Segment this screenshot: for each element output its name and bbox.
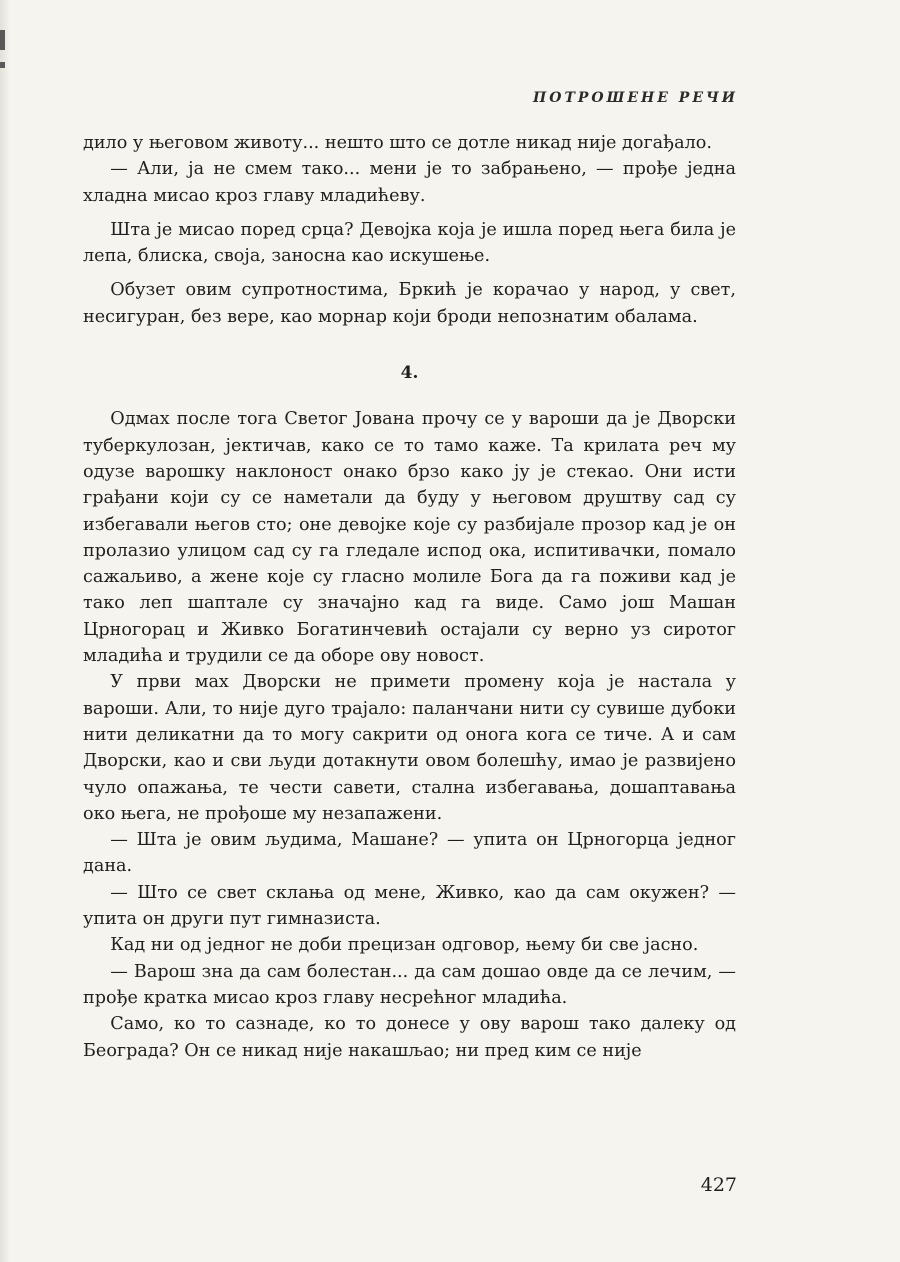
paragraph: Обузет овим супротностима, Бркић је корачао у народ, у свет, несигуран, без вере, као морнар који броди непознатим обалама. xyxy=(83,280,736,327)
scan-edge-mark xyxy=(0,62,5,68)
body-text xyxy=(83,130,736,1064)
paragraph: дило у његовом животу... нешто што се дотле никад није догађало. xyxy=(83,133,712,153)
section-number: 4. xyxy=(400,363,419,384)
page-number: 427 xyxy=(700,1174,737,1196)
running-head: ПОТРОШЕНЕ РЕЧИ xyxy=(533,90,738,106)
paragraph: — Шта је овим људима, Машане? — упита он Црногорца једног дана. xyxy=(83,830,736,877)
paragraph: У први мах Дворски не примети промену која је настала у вароши. Али, то није дуго трајало: паланчани нити су сувише дубоки нити деликатни да то могу сакрити од онога кога се тиче. А и сам Дворски, као и сви људи дотакнути овом болешћу, имао је развијено чуло опажања, те чести савети, стална избегавања, дошаптавања око њега, не прођоше му незапажени. xyxy=(83,672,736,824)
paragraph: Кад ни од једног не доби прецизан одговор, њему би све јасно. xyxy=(110,935,699,956)
page-left-edge xyxy=(0,0,10,1262)
paragraph: — Варош зна да сам болестан... да сам дошао овде да се лечим, — прође кратка мисао кроз главу несрећног младића. xyxy=(83,961,736,1008)
paragraph: — Али, ја не смем тако... мени је то забрањено, — прође једна хладна мисао кроз главу младићеву. xyxy=(83,159,736,206)
scan-edge-mark xyxy=(0,30,5,50)
paragraph: Шта је мисао поред срца? Девојка која је ишла поред њега била је лепа, блиска, своја, заносна као искушење. xyxy=(83,219,736,267)
paragraph: — Што се свет склања од мене, Живко, као да сам окужен? — упита он други пут гимназиста. xyxy=(83,882,736,930)
paragraph: Само, ко то сазнаде, ко то донесе у ову варош тако далеку од Београда? Он се никад није накашљао; ни пред ким се није xyxy=(83,1014,736,1061)
paragraph: Одмах после тога Светог Јована прочу се у вароши да је Дворски туберкулозан, јектичав, како се то тамо каже. Та крилата реч му одузе варошку наклоност онако брзо како ју је стекао. Они исти грађани који су се наметали да буду у његовом друштву сад су избегавали његов сто; оне девојке које су разбијале прозор кад је он пролазио улицом сад су га гледале испод ока, испитивачки, помало сажаљиво, а жене које су гласно молиле Бога да га поживи кад је тако леп шаптале су значајно кад га виде. Само још Машан Црногорац и Живко Богатинчевић остајали су верно уз сиротог младића и трудили се да оборе ову новост. xyxy=(83,409,736,667)
